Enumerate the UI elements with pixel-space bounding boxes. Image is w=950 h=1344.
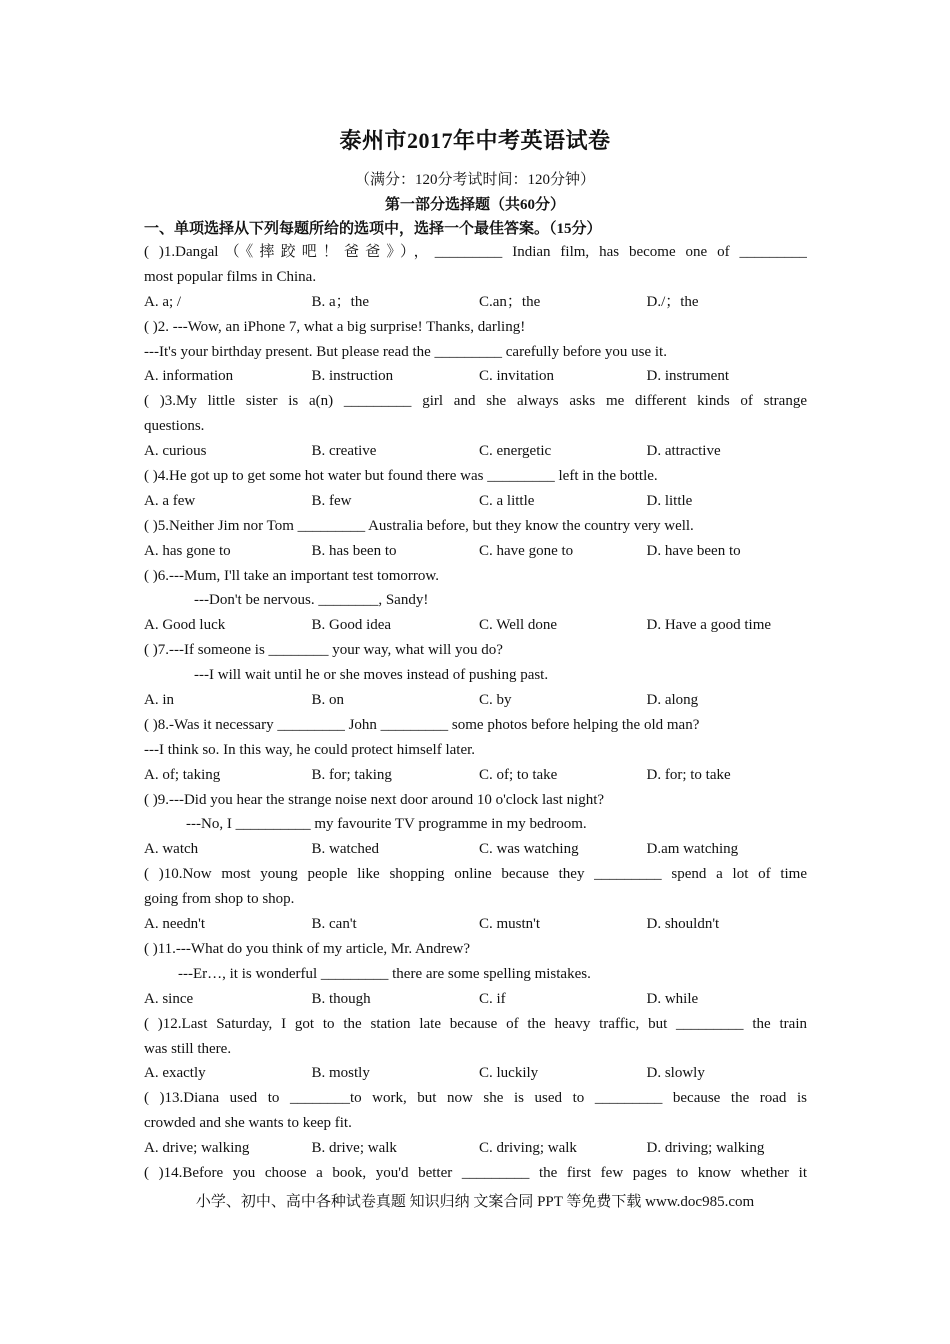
answer-option: C. Well done [479,617,558,634]
answer-options [144,837,807,862]
answer-option: C. luckily [479,1065,539,1082]
answer-option: D. while [646,990,699,1007]
answer-option: A. in [144,692,174,709]
answer-option: C. a little [479,492,535,509]
question-text: ( )8.-Was it necessary _________ John _________ some photos before helping the old man? [144,716,700,733]
question-text: questions. [144,418,205,435]
answer-option: B. Good idea [311,617,392,634]
question-text: was still there. [144,1040,232,1057]
question-text: ( )14.Before you choose a book, you'd better _________ the first few pages to know whether it [144,1164,807,1181]
question-text: going from shop to shop. [144,891,295,908]
answer-option: B. can't [311,916,357,933]
answer-option: C.an；the [479,293,541,310]
question-text: ---Er…, it is wonderful _________ there are some spelling mistakes. [178,965,591,982]
answer-option: A. exactly [144,1065,206,1082]
answer-option: B. has been to [311,542,397,559]
question-text: ( )6.---Mum, I'll take an important test tomorrow. [144,567,439,584]
answer-options [144,763,807,788]
answer-option: B. though [311,990,371,1007]
answer-options [144,613,807,638]
answer-option: B. instruction [311,368,394,385]
answer-options [144,364,807,389]
part-heading: 第一部分选择题（共60分） [384,197,565,213]
question-text: ( )7.---If someone is ________ your way, what will you do? [144,642,503,659]
answer-option: B. watched [311,841,379,858]
page-title: 泰州市2017年中考英语试卷 [339,128,611,153]
answer-option: C. if [479,990,506,1007]
question-text: ( )1.Dangal（《摔跤吧！爸爸》），_________ Indian film, has become one of _________ [144,244,807,260]
answer-option: B. drive; walk [311,1140,397,1157]
answer-option: A. a few [144,492,196,509]
answer-option: C. have gone to [479,542,574,559]
answer-options [144,912,807,937]
question-text: ( )4.He got up to get some hot water but found there was _________ left in the bottle. [144,468,658,485]
answer-option: A. a; / [144,293,182,310]
answer-option: D. driving; walking [646,1140,765,1157]
question-list [144,240,807,1186]
question-text: most popular films in China. [144,268,317,285]
question-text: ( )12.Last Saturday, I got to the station late because of the heavy traffic, but _________ the train [144,1015,807,1032]
answer-option: B. mostly [311,1065,370,1082]
answer-option: D. slowly [646,1065,705,1082]
answer-option: D.am watching [646,841,739,858]
answer-option: B. creative [311,443,377,460]
question-text: ( )2. ---Wow, an iPhone 7, what a big surprise! Thanks, darling! [144,318,526,335]
answer-options [144,439,807,464]
answer-option: C. energetic [479,443,552,460]
answer-options [144,539,807,564]
answer-option: C. of; to take [479,766,558,783]
answer-options [144,290,807,315]
answer-option: D. shouldn't [646,916,720,933]
answer-option: D. along [646,692,699,709]
question-text: ( )10.Now most young people like shopping online because they _________ spend a lot of time [144,866,807,883]
answer-option: C. invitation [479,368,554,385]
answer-option: D. little [646,492,693,509]
answer-option: C. was watching [479,841,579,858]
footer-note: 小学、初中、高中各种试卷真题 知识归纳 文案合同 PPT 等免费下载 www.doc985.com [195,1194,755,1210]
answer-option: A. of; taking [144,766,221,783]
exam-info: （满分：120分考试时间：120分钟） [354,172,595,188]
answer-options [144,688,807,713]
answer-option: A. Good luck [144,617,226,634]
answer-option: A. information [144,368,234,385]
section-heading: 一、单项选择从下列每题所给的选项中，选择一个最佳答案。（15分） [144,221,602,237]
question-text: ( )3.My little sister is a(n) _________ girl and she always asks me different kinds of strange [144,393,807,410]
answer-option: A. needn't [144,916,206,933]
answer-options [144,1061,807,1086]
answer-option: D. for; to take [646,766,731,783]
answer-options [144,1136,807,1161]
answer-option: C. driving; walk [479,1140,577,1157]
question-text: ---Don't be nervous. ________, Sandy! [194,592,429,609]
answer-option: A. has gone to [144,542,231,559]
answer-option: D. instrument [646,368,729,385]
answer-option: D. attractive [646,443,721,460]
answer-option: A. drive; walking [144,1140,250,1157]
answer-options [144,489,807,514]
answer-option: C. by [479,692,512,709]
answer-options [144,987,807,1012]
question-text: ---It's your birthday present. But please read the _________ carefully before you use it. [144,343,667,360]
question-text: ( )5.Neither Jim nor Tom _________ Australia before, but they know the country very well. [144,517,694,534]
answer-option: B. on [311,692,345,709]
answer-option: D. Have a good time [646,617,772,634]
answer-option: B. a；the [311,293,369,310]
answer-option: A. since [144,990,194,1007]
answer-option: B. for; taking [311,766,392,783]
answer-option: C. mustn't [479,916,541,933]
answer-option: D./；the [646,293,699,310]
question-text: ---I will wait until he or she moves instead of pushing past. [194,667,549,684]
question-text: ( )9.---Did you hear the strange noise next door around 10 o'clock last night? [144,791,605,808]
answer-option: A. watch [144,841,199,858]
answer-option: B. few [311,492,352,509]
question-text: ---I think so. In this way, he could protect himself later. [144,741,476,758]
answer-option: D. have been to [646,542,741,559]
answer-option: A. curious [144,443,207,460]
question-text: ---No, I __________ my favourite TV programme in my bedroom. [186,816,587,833]
question-text: ( )13.Diana used to ________to work, but now she is used to _________ because the road is [144,1090,807,1107]
question-text: crowded and she wants to keep fit. [144,1115,352,1132]
question-text: ( )11.---What do you think of my article, Mr. Andrew? [144,940,471,957]
